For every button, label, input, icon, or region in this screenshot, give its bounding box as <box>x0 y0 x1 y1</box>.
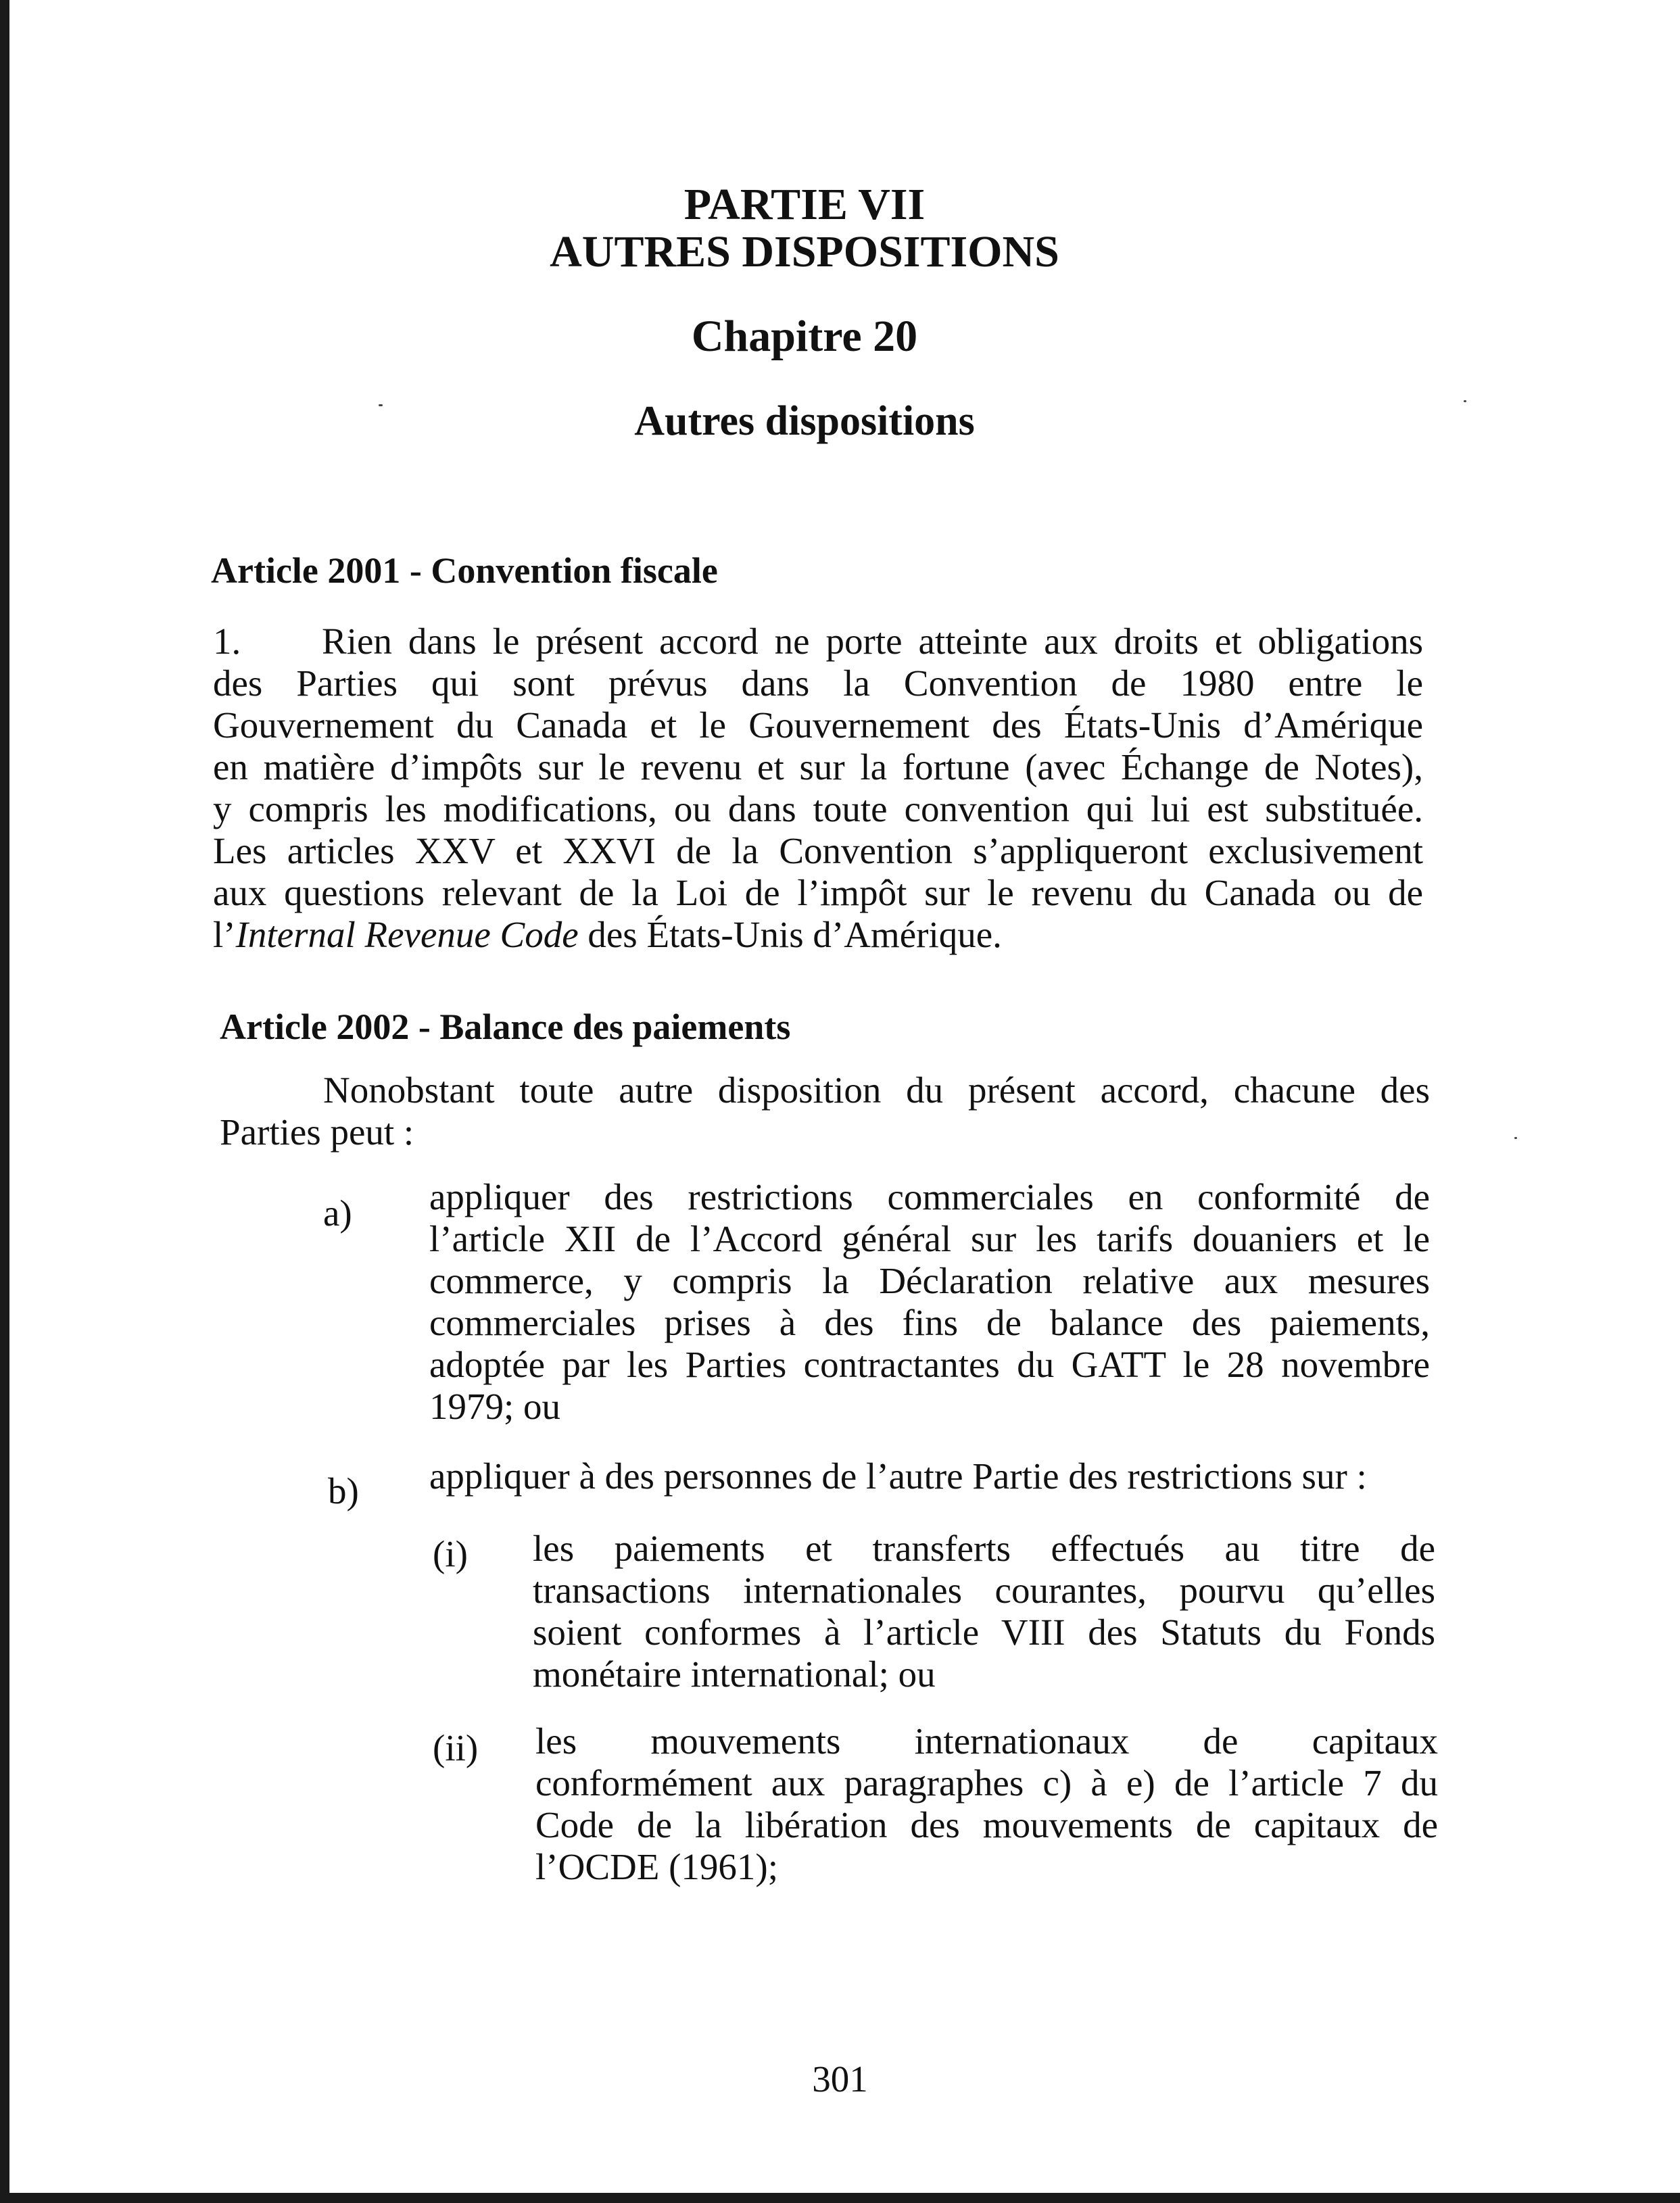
text-line: les paiements et transferts effectués au titre de <box>533 1528 1435 1569</box>
item-b-text <box>429 1455 1430 1497</box>
item-a-marker: a) <box>323 1192 352 1234</box>
text-line: l’OCDE (1961); <box>535 1846 778 1887</box>
text-line: y compris les modifications, ou dans toute convention qui lui est substituée. <box>213 788 1423 829</box>
text-line: 1. Rien dans le présent accord ne porte atteinte aux droits et obligations <box>213 621 1423 662</box>
chapter-title: Autres dispositions <box>634 398 975 444</box>
text-line: appliquer à des personnes de l’autre Partie des restrictions sur : <box>429 1455 1367 1497</box>
text-line: conformément aux paragraphes c) à e) de l’article 7 du <box>535 1762 1438 1803</box>
chapter-number: Chapitre 20 <box>691 312 918 361</box>
text-line: Code de la libération des mouvements de capitaux de <box>535 1804 1438 1845</box>
article-2001-paragraph <box>213 621 1423 956</box>
text-line: aux questions relevant de la Loi de l’impôt sur le revenu du Canada ou de <box>213 872 1423 913</box>
article-2002-intro <box>220 1069 1430 1153</box>
text-line: Nonobstant toute autre disposition du présent accord, chacune des <box>323 1069 1430 1111</box>
text-line: commerce, y compris la Déclaration relative aux mesures <box>429 1260 1430 1301</box>
text-fragment: l’ <box>213 914 236 955</box>
article-2001-heading: Article 2001 - Convention fiscale <box>211 550 718 591</box>
text-line: adoptée par les Parties contractantes du GATT le 28 novembre <box>429 1344 1430 1385</box>
italic-code-name: Internal Revenue Code <box>235 914 579 955</box>
text-line: monétaire international; ou <box>533 1653 936 1695</box>
item-a-text <box>429 1176 1430 1428</box>
section-title: AUTRES DISPOSITIONS <box>550 227 1059 276</box>
scan-border-bottom <box>0 2193 1680 2203</box>
text-line: soient conformes à l’article VIII des Statuts du Fonds <box>533 1612 1435 1653</box>
text-line: Les articles XXV et XXVI de la Convention s’appliqueront exclusivement <box>213 830 1423 871</box>
text-line: commerciales prises à des fins de balance des paiements, <box>429 1302 1430 1343</box>
item-ii-marker: (ii) <box>433 1727 479 1768</box>
scan-border-left <box>0 0 9 2203</box>
text-line: Gouvernement du Canada et le Gouvernement des États-Unis d’Amérique <box>213 704 1423 746</box>
item-b-marker: b) <box>328 1470 359 1511</box>
text-line: l’article XII de l’Accord général sur les tarifs douaniers et le <box>429 1218 1430 1259</box>
text-line: transactions internationales courantes, pourvu qu’elles <box>533 1570 1435 1611</box>
text-line: 1979; ou <box>429 1386 561 1427</box>
text-line: en matière d’impôts sur le revenu et sur la fortune (avec Échange de Notes), <box>213 746 1423 788</box>
item-ii-text <box>535 1720 1438 1888</box>
item-i-marker: (i) <box>433 1533 468 1574</box>
text-line: des Parties qui sont prévus dans la Convention de 1980 entre le <box>213 662 1423 704</box>
text-line: les mouvements internationaux de capitaux <box>535 1720 1438 1762</box>
text-line <box>213 914 1423 956</box>
page-number: 301 <box>812 2058 868 2100</box>
item-i-text <box>533 1528 1435 1695</box>
text-line: appliquer des restrictions commerciales en conformité de <box>429 1176 1430 1217</box>
scan-speck <box>1514 1137 1517 1139</box>
text-fragment: des États-Unis d’Amérique. <box>578 914 1002 955</box>
text-line: Parties peut : <box>220 1111 414 1153</box>
part-title: PARTIE VII <box>683 180 926 229</box>
article-2002-heading: Article 2002 - Balance des paiements <box>220 1007 791 1047</box>
scan-speck <box>1464 400 1466 402</box>
